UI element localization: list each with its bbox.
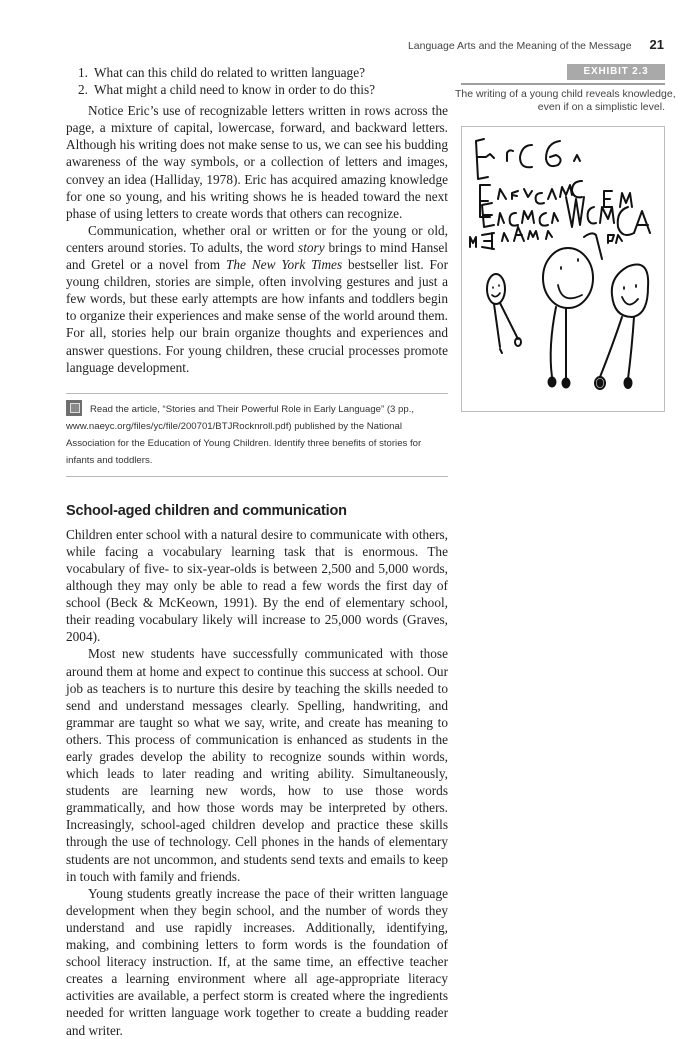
- scribble-letter: [520, 145, 532, 167]
- question-text: What might a child need to know in order to do this?: [94, 82, 376, 98]
- figure-head: [612, 265, 648, 318]
- figure-head: [487, 274, 505, 304]
- scribble-letter: [507, 150, 513, 161]
- scribble-letter: [620, 193, 632, 207]
- figure-foot: [500, 349, 502, 353]
- figure-foot: [598, 380, 603, 387]
- paragraph-eric: Notice Eric’s use of recognizable letters written in rows across the page, a mixture of capital, lowercase, forward, and backward letters. Although his writing does not make sense to us, we can see his budding awareness of the way symbols, or a collection of letters and images, convey an idea (Halliday, 1978). Eric has acquired amazing knowledge for one so young, and his writing shows he is headed toward the next phase of using letters to create words that others can recognize.: [66, 103, 448, 221]
- child-drawing-image: [462, 127, 664, 411]
- scribble-letter: [618, 207, 634, 235]
- figure-face: [622, 285, 638, 305]
- scribble-letter: [482, 203, 494, 227]
- scribble-letter: [482, 233, 494, 249]
- scribble-letter: [480, 185, 490, 217]
- question-text: What can this child do related to written language?: [94, 65, 366, 80]
- figure-face: [492, 285, 500, 297]
- scribble-letter: [540, 213, 548, 226]
- child-drawing: [461, 126, 665, 412]
- exhibit-caption: [455, 88, 676, 114]
- scribble-letter: [566, 197, 584, 227]
- main-column: [66, 64, 448, 1039]
- page-number: 21: [649, 37, 664, 52]
- scribble-letter: [476, 139, 494, 179]
- scribble-letter: [604, 191, 612, 207]
- text-run: Communication, whether oral or written or for the young or old, centers around stories. To adults, the word: [66, 222, 448, 255]
- question-item: [66, 64, 448, 81]
- document-icon: [66, 400, 82, 416]
- scribble-letter: [546, 231, 552, 239]
- scribble-letter: [528, 231, 538, 239]
- figure-legs: [551, 307, 566, 379]
- scribble-letter: [600, 207, 614, 223]
- section-paragraph: Children enter school with a natural desire to communicate with others, while facing a vocabulary learning task that is enormous. The vocabulary of five- to six-year-olds is between 2,500 and 5,000 words, although they may only be able to read a few words the first day of school (Beck & McKeown, 1991). By the end of elementary school, their reading vocabulary likely will increase to 25,000 words (Graves, 2004).: [66, 526, 448, 645]
- running-title: Language Arts and the Meaning of the Message: [407, 40, 632, 52]
- scribble-letter: [572, 181, 582, 197]
- caption-line: even if on a simplistic level.: [537, 101, 665, 113]
- scribble-letter: [510, 213, 518, 226]
- italic-story: story: [298, 239, 325, 255]
- text-run: brings to mind Hansel and Gretel or a novel from: [66, 239, 448, 273]
- italic-nyt: The New York Times: [226, 257, 343, 273]
- caption-line: The writing of a young child reveals knowledge,: [455, 88, 676, 100]
- scribble-letter: [548, 189, 556, 199]
- figure-foot: [625, 378, 632, 388]
- scribble-letter: [498, 213, 504, 225]
- scribble-letter: [502, 233, 508, 241]
- section-paragraph: Most new students have successfully communicated with those around them at home and expect to continue this success at school. Our job as teachers is to nurture this desire by teaching the skills needed to send and understand messages clearly. Spelling, handwriting, and grammar are taught so what we say, write, and create has meaning to others. This process of communication is enhanced as students in the early grades develop the ability to recognize sounds within words, which leads to later reading and writing ability. Simultaneously, students are learning new words, how to use those words grammatically, and how those words may be interpreted by others. Increasingly, school-aged children develop and practice these skills through the use of technology. Cell phones in the hands of elementary students are not uncommon, and students send texts and emails to keep in touch with family and friends.: [66, 646, 448, 884]
- exhibit-label: EXHIBIT 2.3: [567, 64, 665, 80]
- scribble-letter: [470, 237, 476, 247]
- question-item: [66, 81, 448, 98]
- scribble-letter: [608, 235, 622, 243]
- scribble-letter: [552, 213, 558, 223]
- scribble-letter: [522, 211, 534, 223]
- figure-legs: [600, 317, 634, 379]
- scribble-letter: [536, 193, 544, 204]
- question-number: 1.: [78, 65, 88, 80]
- scribble-letter: [574, 155, 580, 161]
- figure-foot: [549, 378, 556, 387]
- reading-callout: [66, 393, 448, 477]
- figure-foot: [563, 379, 570, 388]
- exhibit-rule: [461, 83, 665, 85]
- scribble-letter: [546, 141, 561, 166]
- scribble-letter: [514, 227, 524, 241]
- scribble-letter: [498, 189, 506, 199]
- question-number: 2.: [78, 82, 88, 98]
- question-list: [66, 64, 448, 98]
- running-head: [408, 37, 664, 52]
- figure-face: [558, 259, 582, 298]
- scribble-letter: [588, 207, 596, 224]
- paragraph-stories: [66, 222, 448, 376]
- scribble-letter: [560, 185, 572, 197]
- scribble-letter: [524, 189, 532, 197]
- callout-text[interactable]: Read the article, “Stories and Their Powerful Role in Early Language” (3 pp., www.naeyc.org/files/yc/file/200701/BTJRocknroll.pdf) published by the National Association for the Education of Young Children. Identify three benefits of stories for infants and toddlers.: [66, 403, 422, 466]
- scribble-letter: [512, 191, 518, 199]
- text-run: bestseller list. For young children, stories are simple, often involving gestures and just a few words, but these early attempts are how infants and toddlers begin to organize their experiences and make sense of the world around them. For all, stories help our brain organize thoughts and experiences and answer questions. For young children, these crucial processes promote language development.: [66, 257, 448, 375]
- scribble-letter: [634, 211, 650, 233]
- section-paragraph: Young students greatly increase the pace of their written language development when they begin school, and the number of words they understand and use rapidly increases. Additionally, identifying, making, and combining letters to form words is the foundation of school literacy instruction. If, at the same time, an effective teacher creates a learning environment where all age-appropriate literacy activities are available, a perfect storm is created where the ingredients needed for written language work together to create a budding reader and writer.: [66, 885, 448, 1038]
- scribble-letter: [584, 233, 602, 259]
- section-heading: School-aged children and communication: [66, 502, 347, 519]
